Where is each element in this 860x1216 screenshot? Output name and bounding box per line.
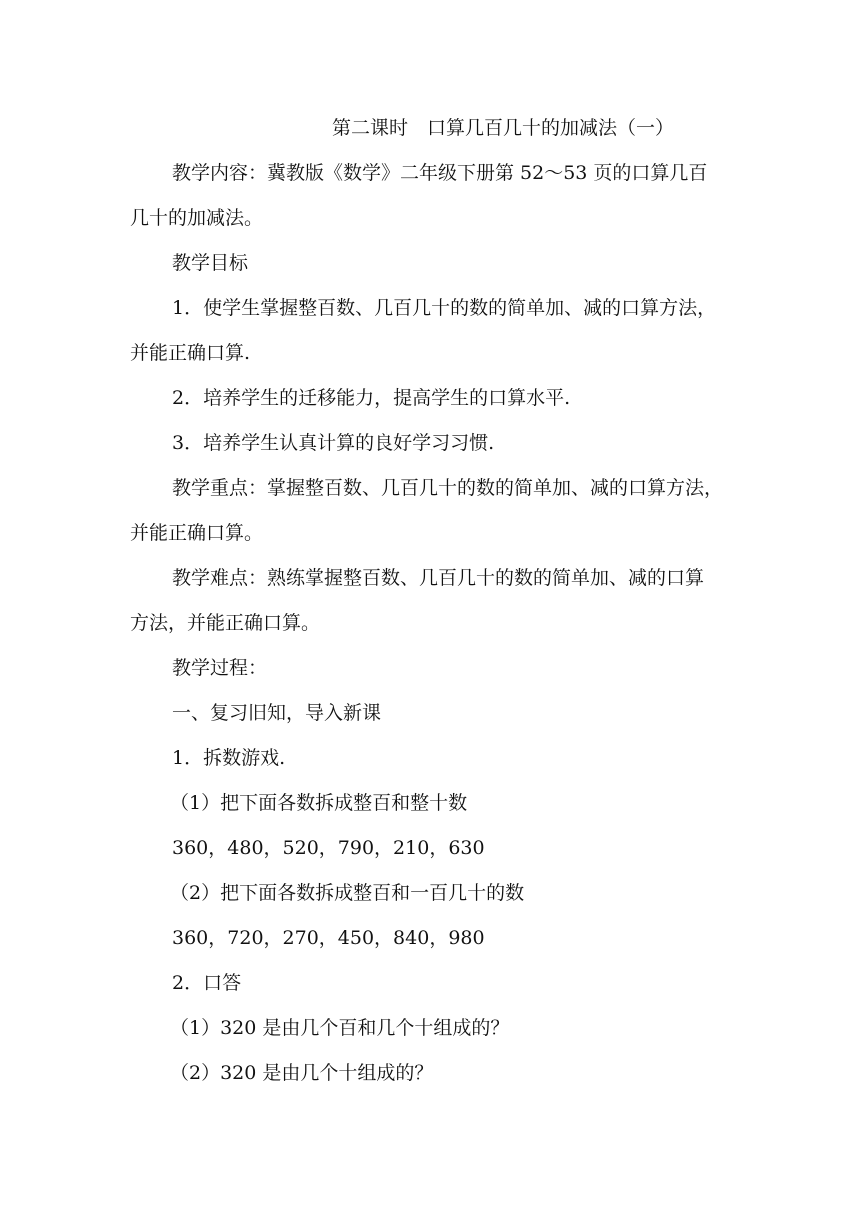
section-1-heading: 一、复习旧知，导入新课	[172, 702, 382, 724]
teaching-content-line-1: 教学内容：冀教版《数学》二年级下册第 52～53 页的口算几百	[172, 162, 708, 184]
goal-2: 2．培养学生的迁移能力，提高学生的口算水平.	[172, 387, 571, 409]
teaching-goals-heading: 教学目标	[172, 252, 249, 274]
difficulty-line-1: 教学难点：熟练掌握整百数、几百几十的数的简单加、减的口算	[172, 567, 705, 589]
activity-1-part-1-numbers: 360，480，520，790，210，630	[172, 837, 485, 859]
teaching-process-heading: 教学过程：	[172, 657, 268, 679]
question-2: （2）320 是由几个十组成的？	[170, 1062, 434, 1084]
activity-2-heading: 2．口答	[172, 972, 242, 994]
teaching-content-line-2: 几十的加减法。	[130, 207, 264, 229]
key-point-line-2: 并能正确口算。	[130, 522, 264, 544]
question-1: （1）320 是由几个百和几个十组成的？	[170, 1017, 510, 1039]
activity-1-part-2: （2）把下面各数拆成整百和一百几十的数	[170, 882, 525, 904]
goal-3: 3．培养学生认真计算的良好学习习惯.	[172, 432, 495, 454]
key-point-line-1: 教学重点：掌握整百数、几百几十的数的简单加、减的口算方法，	[172, 477, 724, 499]
goal-1-line-2: 并能正确口算.	[130, 342, 251, 364]
goal-1-line-1: 1．使学生掌握整百数、几百几十的数的简单加、减的口算方法，	[172, 297, 717, 319]
activity-1-part-1: （1）把下面各数拆成整百和整十数	[170, 792, 468, 814]
activity-1-part-2-numbers: 360，720，270，450，840，980	[172, 927, 485, 949]
lesson-title: 第二课时 口算几百几十的加减法（一）	[332, 117, 675, 139]
activity-1-heading: 1．拆数游戏.	[172, 747, 286, 769]
difficulty-line-2: 方法，并能正确口算。	[130, 612, 321, 634]
